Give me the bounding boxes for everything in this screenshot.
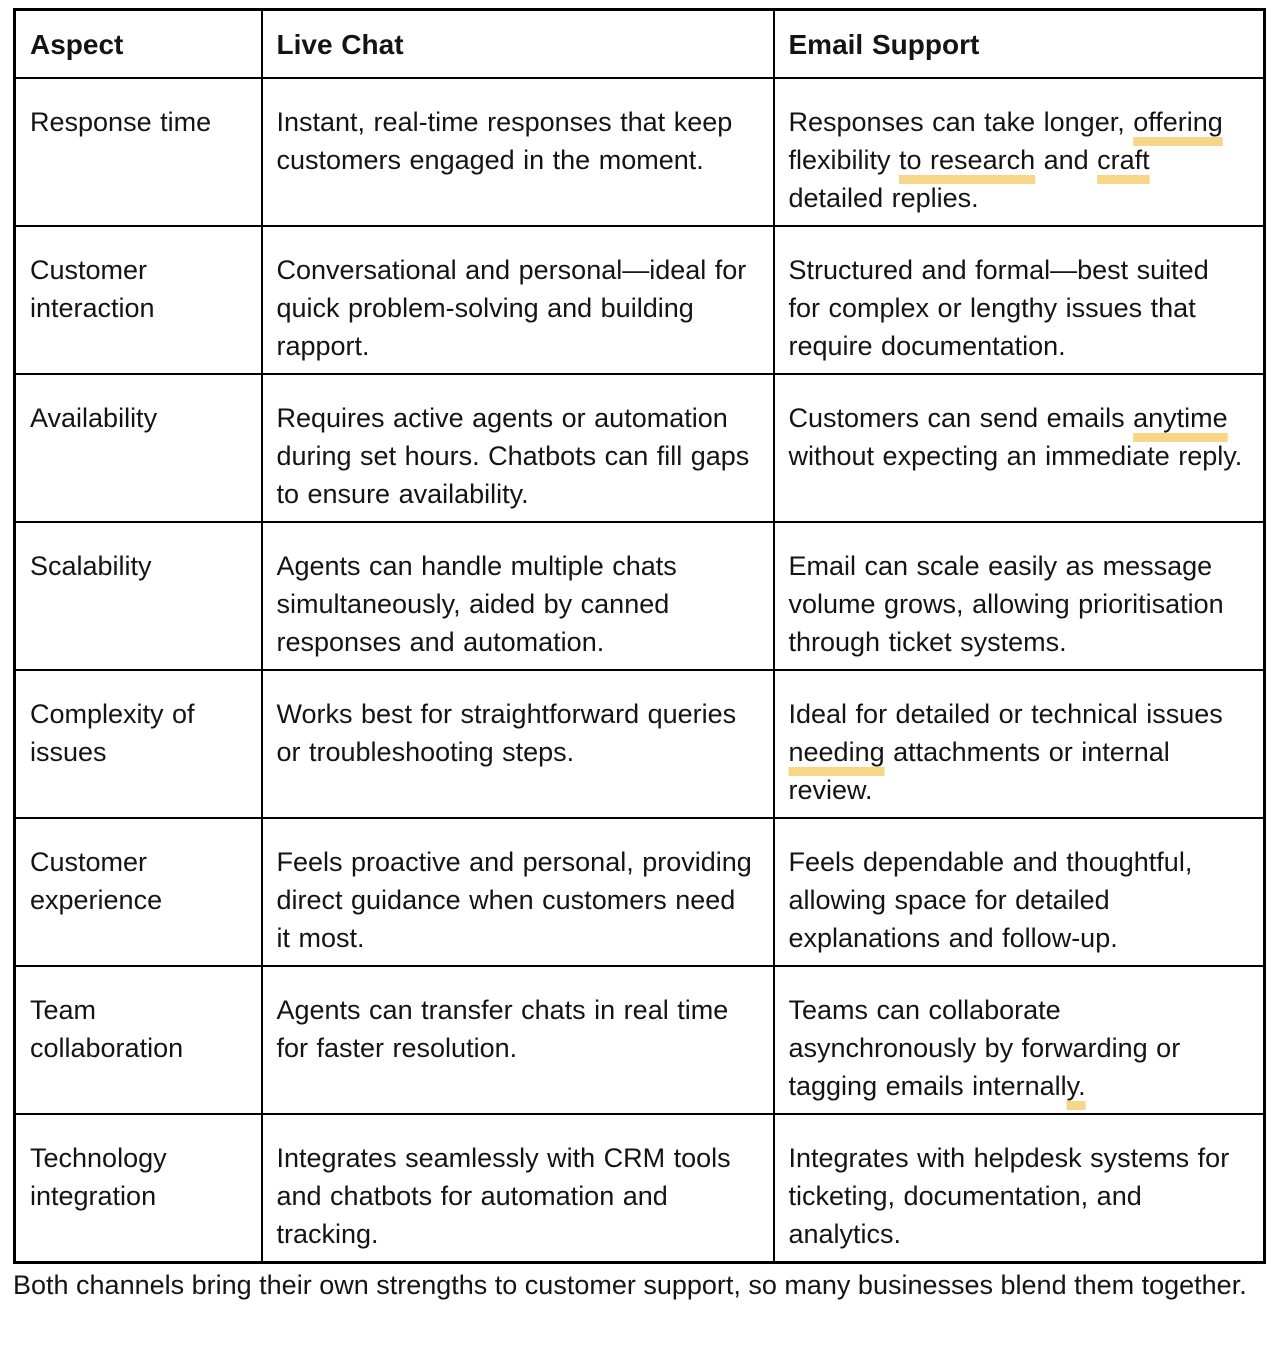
text-segment: Teams can collaborate asynchronously by forwarding or tagging emails internall xyxy=(788,995,1181,1101)
table-header xyxy=(15,10,1265,79)
highlight-underline: to research xyxy=(899,145,1036,175)
table-body xyxy=(15,78,1265,1263)
aspect-cell: Complexity of issues xyxy=(15,670,262,818)
header-row xyxy=(15,10,1265,79)
live-chat-cell: Agents can transfer chats in real time for faster resolution. xyxy=(262,966,774,1114)
aspect-cell: Response time xyxy=(15,78,262,226)
text-segment: Customers can send emails xyxy=(788,403,1134,433)
highlight-underline: craft xyxy=(1097,145,1150,175)
aspect-cell: Availability xyxy=(15,374,262,522)
email-support-cell: Structured and formal—best suited for complex or lengthy issues that require documentation. xyxy=(774,226,1265,374)
aspect-cell: Technology integration xyxy=(15,1114,262,1263)
email-support-cell xyxy=(774,374,1265,522)
aspect-cell: Customer experience xyxy=(15,818,262,966)
live-chat-cell: Agents can handle multiple chats simultaneously, aided by canned responses and automation. xyxy=(262,522,774,670)
text-segment: Responses can take longer, xyxy=(788,107,1134,137)
email-support-cell xyxy=(774,78,1265,226)
table-row xyxy=(15,818,1265,966)
email-support-cell xyxy=(774,670,1265,818)
header-live-chat: Live Chat xyxy=(262,10,774,79)
highlight-underline: needing xyxy=(788,737,885,767)
email-support-cell: Email can scale easily as message volume grows, allowing prioritisation through ticket systems. xyxy=(774,522,1265,670)
email-support-cell xyxy=(774,966,1265,1114)
comparison-table xyxy=(13,8,1266,1264)
highlight-underline: anytime xyxy=(1133,403,1228,433)
table-row xyxy=(15,966,1265,1114)
table-row xyxy=(15,374,1265,522)
live-chat-cell: Conversational and personal—ideal for quick problem-solving and building rapport. xyxy=(262,226,774,374)
table-row xyxy=(15,522,1265,670)
aspect-cell: Team collaboration xyxy=(15,966,262,1114)
table-row xyxy=(15,78,1265,226)
live-chat-cell: Integrates seamlessly with CRM tools and chatbots for automation and tracking. xyxy=(262,1114,774,1263)
table-row xyxy=(15,670,1265,818)
text-segment: detailed replies. xyxy=(788,183,979,213)
live-chat-cell: Instant, real-time responses that keep customers engaged in the moment. xyxy=(262,78,774,226)
live-chat-cell: Feels proactive and personal, providing direct guidance when customers need it most. xyxy=(262,818,774,966)
header-email-support: Email Support xyxy=(774,10,1265,79)
clipped-footer-text: Both channels bring their own strengths to customer support, so many businesses blend them together. xyxy=(13,1270,1247,1300)
live-chat-cell: Works best for straightforward queries or troubleshooting steps. xyxy=(262,670,774,818)
live-chat-cell: Requires active agents or automation during set hours. Chatbots can fill gaps to ensure availability. xyxy=(262,374,774,522)
highlight-underline: y. xyxy=(1066,1071,1086,1101)
aspect-cell: Customer interaction xyxy=(15,226,262,374)
header-aspect: Aspect xyxy=(15,10,262,79)
text-segment: Ideal for detailed or technical issues xyxy=(788,699,1223,729)
table-row xyxy=(15,1114,1265,1263)
aspect-cell: Scalability xyxy=(15,522,262,670)
text-segment: attachments or internal review. xyxy=(788,737,1170,805)
highlight-underline: offering xyxy=(1133,107,1223,137)
email-support-cell: Integrates with helpdesk systems for ticketing, documentation, and analytics. xyxy=(774,1114,1265,1263)
text-segment: and xyxy=(1035,145,1098,175)
text-segment: flexibility xyxy=(788,145,900,175)
text-segment: without expecting an immediate reply. xyxy=(788,441,1243,471)
email-support-cell: Feels dependable and thoughtful, allowing space for detailed explanations and follow-up. xyxy=(774,818,1265,966)
table-row xyxy=(15,226,1265,374)
